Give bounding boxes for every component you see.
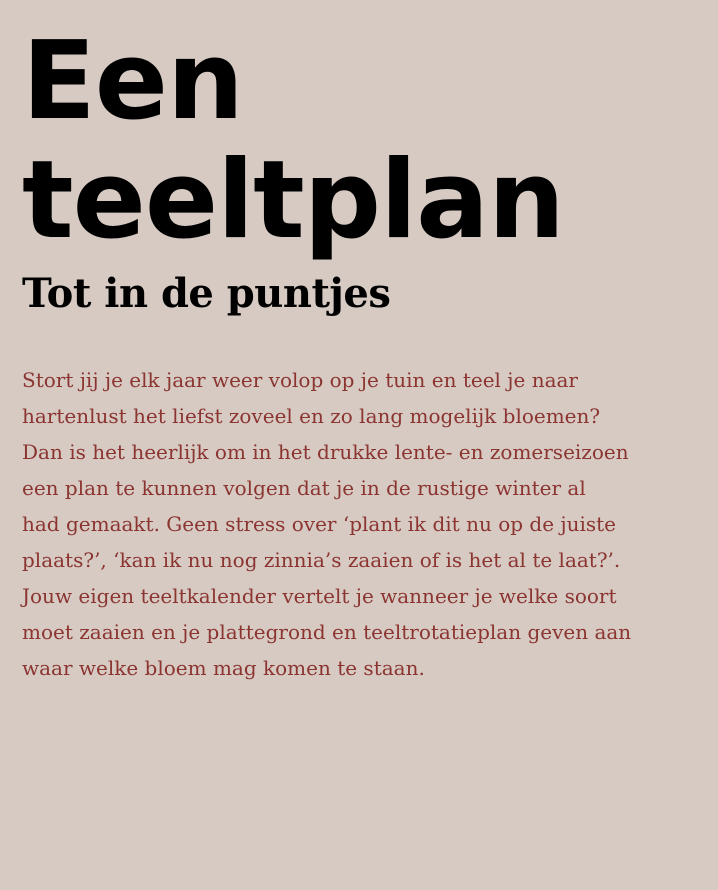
- paragraph-line: Dan is het heerlijk om in het drukke lente- en zomerseizoen: [22, 440, 629, 464]
- paragraph-line: Jouw eigen teeltkalender vertelt je wanneer je welke soort: [22, 584, 617, 608]
- paragraph-line: hartenlust het liefst zoveel en zo lang mogelijk bloemen?: [22, 404, 601, 428]
- intro-paragraph: [22, 362, 682, 686]
- page-subtitle: Tot in de puntjes: [22, 270, 391, 317]
- paragraph-line: had gemaakt. Geen stress over ‘plant ik dit nu op de juiste: [22, 512, 617, 536]
- paragraph-line: waar welke bloem mag komen te staan.: [22, 656, 425, 680]
- paragraph-line: moet zaaien en je plattegrond en teeltrotatieplan geven aan: [22, 620, 632, 644]
- paragraph-line: Stort jij je elk jaar weer volop op je tuin en teel je naar: [22, 368, 578, 392]
- paragraph-line: een plan te kunnen volgen dat je in de rustige winter al: [22, 476, 586, 500]
- paragraph-line: plaats?’, ‘kan ik nu nog zinnia’s zaaien of is het al te laat?’.: [22, 548, 621, 572]
- page-title: Een teeltplan: [22, 19, 564, 263]
